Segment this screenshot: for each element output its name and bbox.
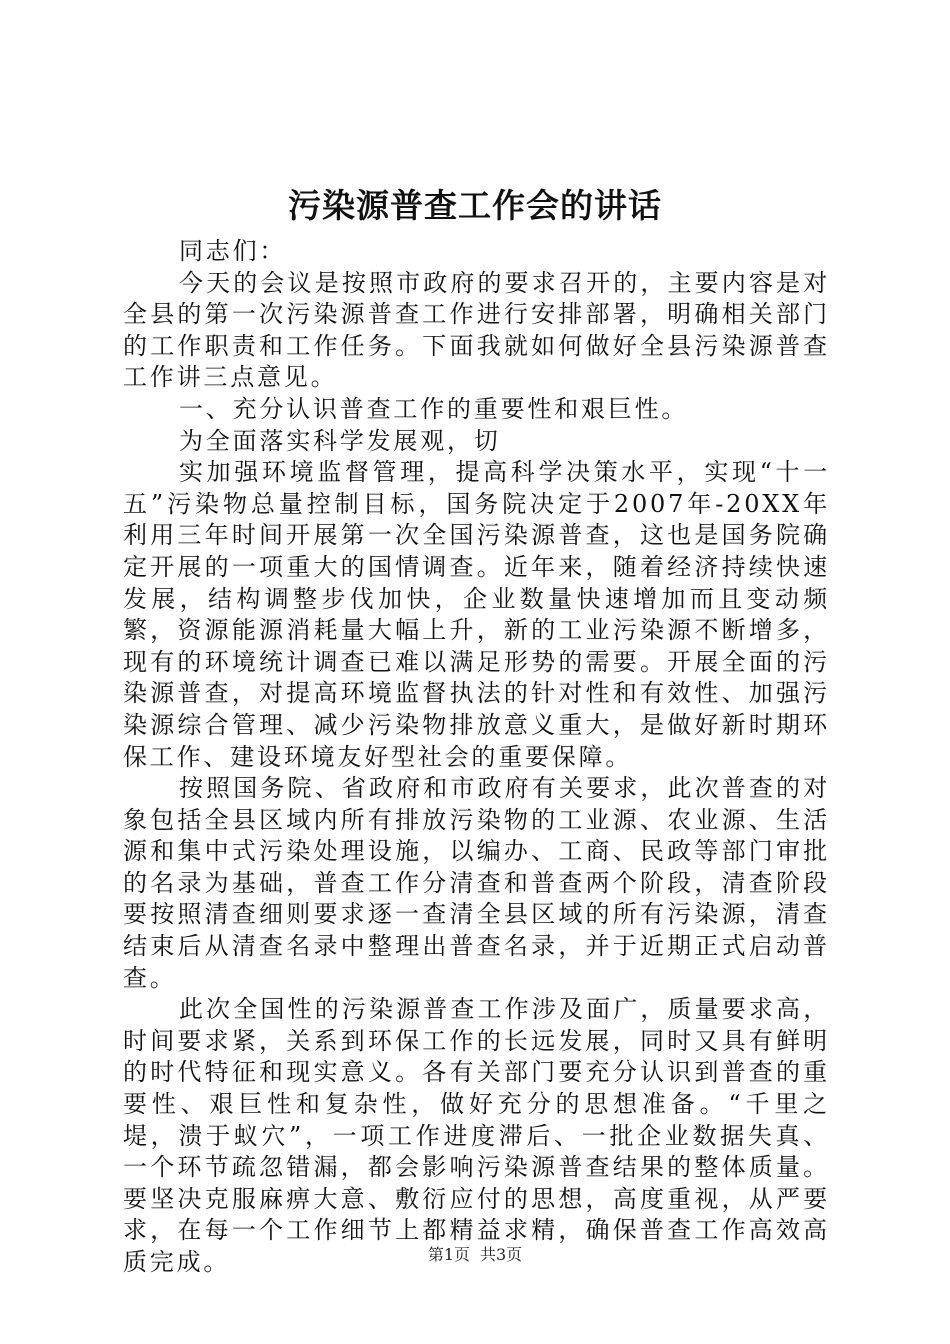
paragraph-intro: 今天的会议是按照市政府的要求召开的，主要内容是对全县的第一次污染源普查工作进行安排部署，明确相关部门的工作职责和工作任务。下面我就如何做好全县污染源普查工作讲三点意见。 [123, 268, 830, 392]
page-total: 共3页 [480, 1245, 523, 1264]
document-title: 污染源普查工作会的讲话 [288, 186, 662, 225]
paragraph-scope: 按照国务院、省政府和市政府有关要求，此次普查的对象包括全县区域内所有排放污染物的工业源、农业源、生活源和集中式污染处理设施，以编办、工商、民政等部门审批的名录为基础，普查工作分清查和普查两个阶段，清查阶段要按照清查细则要求逐一查清全县区域的所有污染源，清查结束后从清查名录中整理出普查名录，并于近期正式启动普查。 [123, 774, 830, 992]
paragraph-requirements: 此次全国性的污染源普查工作涉及面广，质量要求高，时间要求紧，关系到环保工作的长远发展，同时又具有鲜明的时代特征和现实意义。各有关部门要充分认识到普查的重要性、艰巨性和复杂性，做好充分的思想准备。“千里之堤，溃于蚁穴”，一项工作进度滞后、一批企业数据失真、一个环节疏忽错漏，都会影响污染源普查结果的整体质量。要坚决克服麻痹大意、敷衍应付的思想，高度重视，从严要求，在每一个工作细节上都精益求精，确保普查工作高效高质完成。 [123, 995, 830, 1276]
paragraph-background: 实加强环境监督管理，提高科学决策水平，实现“十一五”污染物总量控制目标，国务院决定于2007年-20XX年利用三年时间开展第一次全国污染源普查，这也是国务院确定开展的一项重大的国情调查。近年来，随着经济持续快速发展，结构调整步伐加快，企业数量快速增加而且变动频繁，资源能源消耗量大幅上升，新的工业污染源不断增多，现有的环境统计调查已难以满足形势的需要。开展全面的污染源普查，对提高环境监督执法的针对性和有效性、加强污染源综合管理、减少污染物排放意义重大，是做好新时期环保工作、建设环境友好型社会的重要保障。 [123, 458, 830, 771]
paragraph-heading-one: 一、充分认识普查工作的重要性和艰巨性。 [179, 394, 689, 423]
page-footer [0, 1245, 950, 1265]
document-body [123, 236, 830, 1279]
paragraph-salutation: 同志们： [179, 237, 287, 265]
paragraph-fragment: 为全面落实科学发展观，切 [179, 426, 501, 455]
page-number: 第1页 [427, 1245, 470, 1264]
